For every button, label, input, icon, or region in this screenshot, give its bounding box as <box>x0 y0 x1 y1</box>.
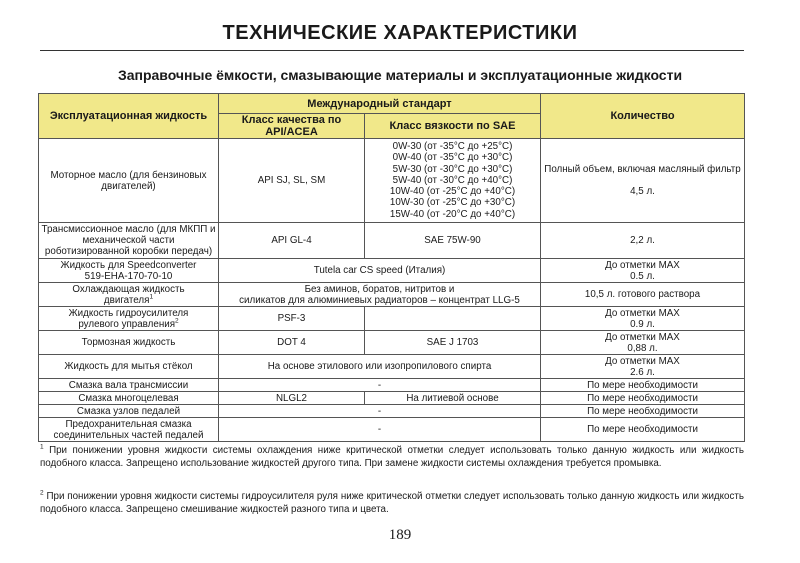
footnote-text: При понижении уровня жидкости системы охлаждения ниже критической отметки следует использовать только данную жидкость или жидкость подобного класса. Запрещено использование жидкостей другого типа. При замене жидкости системы охлаждения требуется промывка. <box>40 445 744 469</box>
section-subtitle: Заправочные ёмкости, смазывающие материалы и эксплуатационные жидкости <box>117 67 683 83</box>
standard-line: силикатов для алюминиевых радиаторов – концентрат LLG-5 <box>239 294 520 306</box>
quantity-note: До отметки МАХ <box>605 355 680 367</box>
cell-quantity <box>541 355 745 379</box>
footnote-mark: 1 <box>40 443 44 451</box>
table-row-coolant <box>39 283 745 307</box>
specifications-table <box>38 93 745 442</box>
table-row-protective-grease <box>39 418 745 442</box>
cell-quantity <box>541 139 745 223</box>
cell-fluid: Предохранительная смазка соединительных частей педалей <box>39 418 219 442</box>
table-row-brake-fluid <box>39 331 745 355</box>
table-row-engine-oil <box>39 139 745 223</box>
cell-quality: API SJ, SL, SM <box>219 139 365 223</box>
quantity-value: 0.9 л. <box>630 318 655 330</box>
page-title: ТЕХНИЧЕСКИЕ ХАРАКТЕРИСТИКИ <box>222 22 578 44</box>
quantity-value: 0,88 л. <box>627 342 658 354</box>
cell-quality: DOT 4 <box>219 331 365 355</box>
cell-standard: - <box>219 379 541 392</box>
header-quality-class: Класс качества по API/ACEA <box>219 114 365 139</box>
cell-standard: - <box>219 405 541 418</box>
table-row-multipurpose-grease <box>39 392 745 405</box>
quantity-note: До отметки МАХ <box>605 259 680 271</box>
cell-quantity <box>541 259 745 283</box>
cell-standard: На основе этилового или изопропилового спирта <box>219 355 541 379</box>
cell-fluid: Смазка многоцелевая <box>39 392 219 405</box>
cell-quantity: 2,2 л. <box>541 223 745 259</box>
cell-quantity: По мере необходимости <box>541 405 745 418</box>
cell-fluid <box>39 259 219 283</box>
fluid-line: Жидкость гидроусилителя <box>68 307 189 319</box>
footnote-ref: 1 <box>149 293 154 301</box>
cell-fluid: Тормозная жидкость <box>39 331 219 355</box>
cell-quality: API GL-4 <box>219 223 365 259</box>
footnote-power-steering <box>40 490 744 516</box>
cell-quantity: По мере необходимости <box>541 392 745 405</box>
table-row-washer-fluid <box>39 355 745 379</box>
page-number: 189 <box>388 527 412 543</box>
fluid-line: двигателя$^1$ <box>103 293 154 306</box>
viscosity-item: 5W-40 (от -30°C до +40°C) <box>392 174 513 186</box>
table-row-shaft-grease <box>39 379 745 392</box>
table-row-pedal-grease <box>39 405 745 418</box>
viscosity-item: 5W-30 (от -30°C до +30°C) <box>392 163 513 175</box>
cell-viscosity-list <box>365 139 541 223</box>
cell-quantity <box>541 307 745 331</box>
cell-fluid: Смазка вала трансмиссии <box>39 379 219 392</box>
footnote-mark: 2 <box>40 489 44 497</box>
cell-quantity: По мере необходимости <box>541 379 745 392</box>
header-viscosity-class: Класс вязкости по SAE <box>365 114 541 139</box>
cell-quantity <box>541 331 745 355</box>
cell-fluid <box>39 307 219 331</box>
table-row-transmission-oil <box>39 223 745 259</box>
cell-viscosity: SAE J 1703 <box>365 331 541 355</box>
cell-quality: PSF-3 <box>219 307 365 331</box>
table-header-row <box>39 94 745 114</box>
fluid-line: рулевого управления$^2$ <box>78 317 179 330</box>
quantity-note: До отметки МАХ <box>605 307 680 319</box>
cell-fluid: Моторное масло (для бензиновых двигателей) <box>39 139 219 223</box>
quantity-note: Полный объем, включая масляный фильтр <box>544 163 741 175</box>
cell-fluid: Смазка узлов педалей <box>39 405 219 418</box>
quantity-value: 4,5 л. <box>630 185 655 197</box>
footnote-ref: 2 <box>175 317 179 325</box>
cell-quantity: 10,5 л. готового раствора <box>541 283 745 307</box>
cell-fluid <box>39 283 219 307</box>
fluid-line: Жидкость для Speedconverter <box>60 259 197 271</box>
header-fluid: Эксплуатационная жидкость <box>39 94 219 139</box>
cell-viscosity: SAE 75W-90 <box>365 223 541 259</box>
fluid-code: 519-EHA-170-70-10 <box>84 270 173 282</box>
header-standard: Международный стандарт <box>219 94 541 114</box>
quantity-value: 2.6 л. <box>630 366 655 378</box>
cell-fluid: Трансмиссионное масло (для МКПП и механической части роботизированной коробки передач) <box>39 223 219 259</box>
viscosity-item: 10W-30 (от -25°C до +30°C) <box>389 197 516 209</box>
table-row-speedconverter <box>39 259 745 283</box>
viscosity-item: 15W-40 (от -20°C до +40°C) <box>389 208 516 220</box>
cell-fluid: Жидкость для мытья стёкол <box>39 355 219 379</box>
fluid-line: Охлаждающая жидкость <box>72 283 185 295</box>
title-divider <box>40 50 744 51</box>
cell-standard <box>219 283 541 307</box>
footnote-text: При понижении уровня жидкости системы гидроусилителя руля ниже критической отметки следует использовать только данную жидкость или жидкость подобного класса. Запрещено смешивание жидкостей разного типа и цвета. <box>40 491 744 515</box>
footnote-coolant <box>40 444 744 470</box>
viscosity-item: 0W-40 (от -35°C до +30°C) <box>392 152 513 164</box>
viscosity-item: 10W-40 (от -25°C до +40°C) <box>389 186 516 198</box>
cell-standard: - <box>219 418 541 442</box>
cell-viscosity: На литиевой основе <box>365 392 541 405</box>
cell-quality: NLGL2 <box>219 392 365 405</box>
header-quantity: Количество <box>541 94 745 139</box>
quantity-value: 0.5 л. <box>630 270 655 282</box>
cell-viscosity <box>365 307 541 331</box>
table-row-power-steering <box>39 307 745 331</box>
cell-quantity: По мере необходимости <box>541 418 745 442</box>
viscosity-item: 0W-30 (от -35°C до +25°C) <box>392 140 513 152</box>
standard-line: Без аминов, боратов, нитритов и <box>304 283 455 295</box>
quantity-note: До отметки МАХ <box>605 331 680 343</box>
cell-standard: Tutela car CS speed (Италия) <box>219 259 541 283</box>
